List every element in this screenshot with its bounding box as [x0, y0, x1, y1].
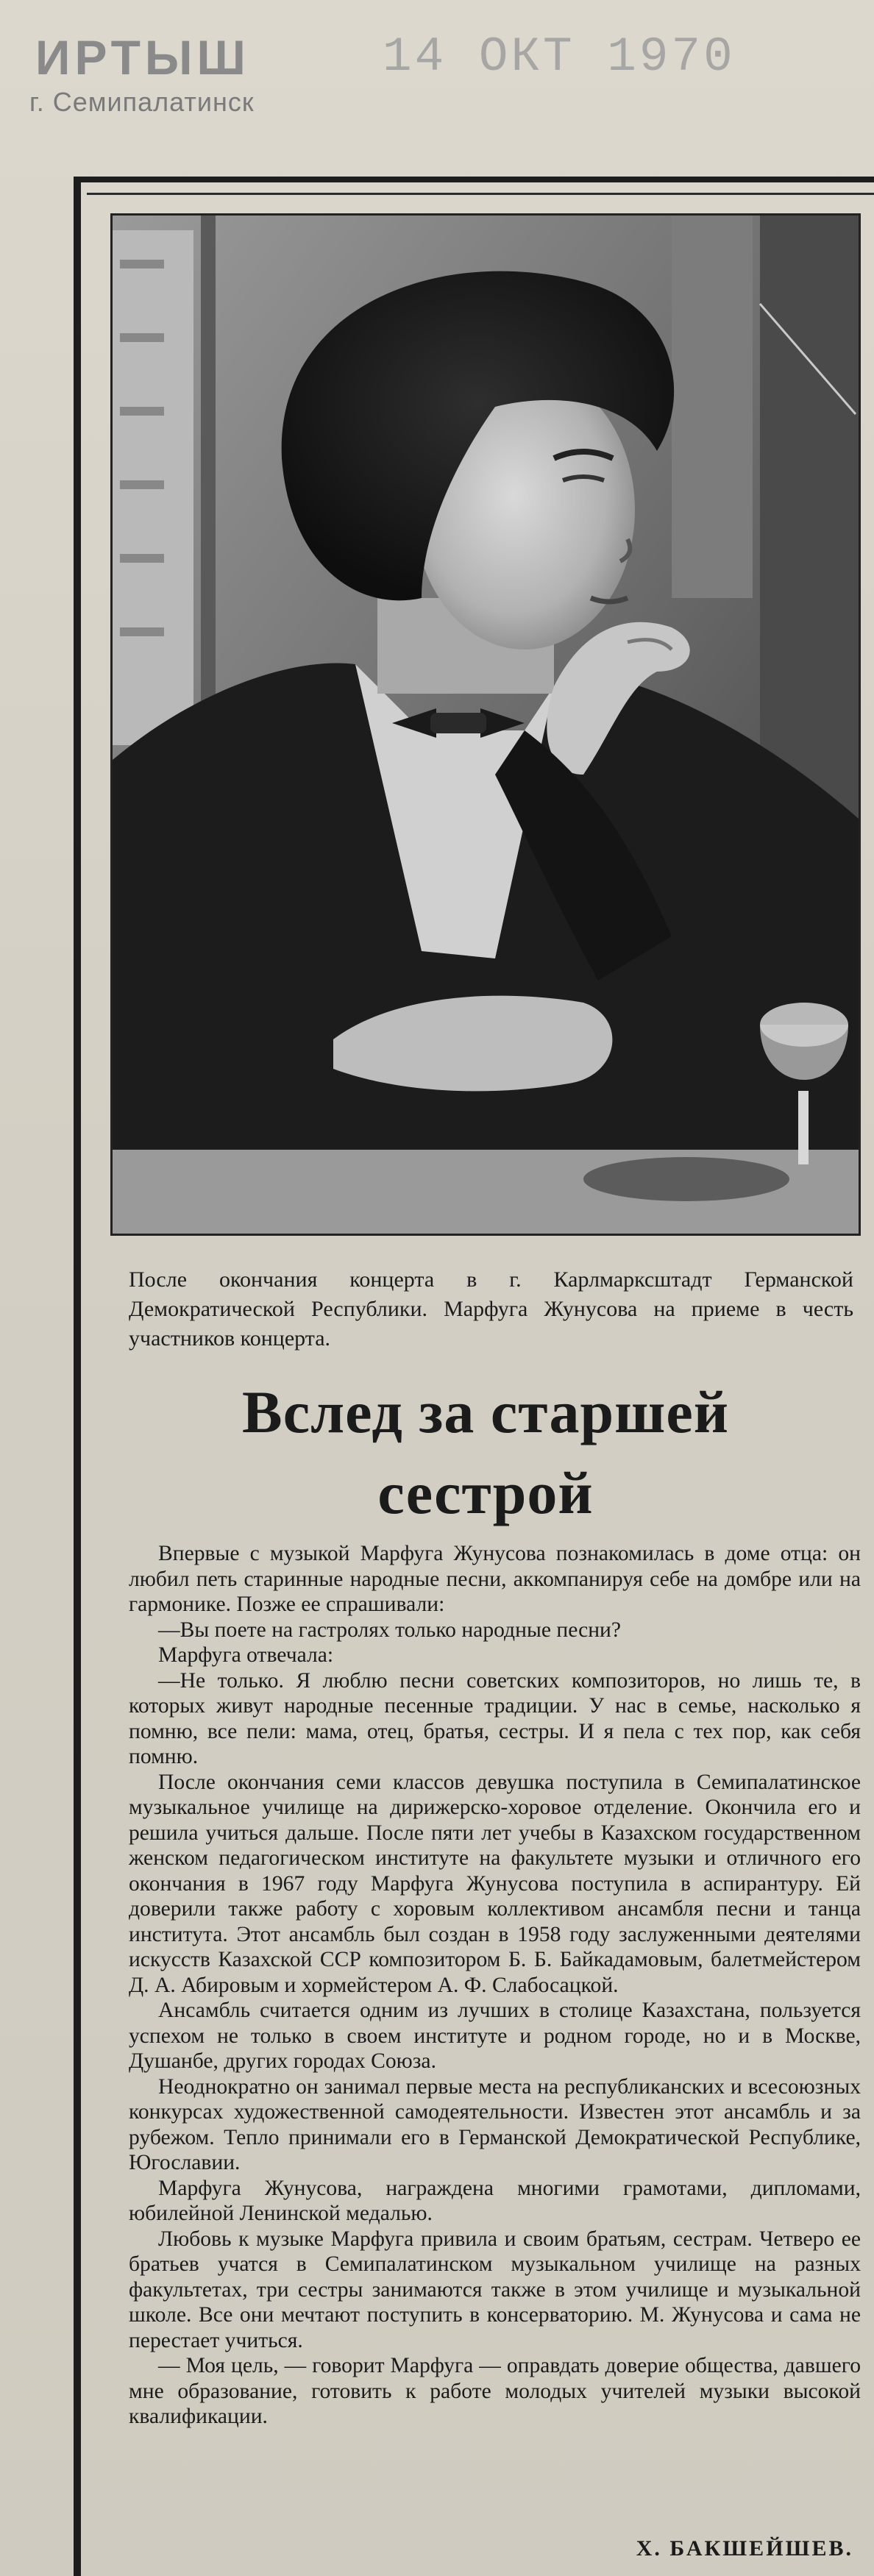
article-paragraph: Неоднократно он занимал первые места на республиканских и всесоюзных конкурсах художественной самодеятельности. Известен этот ансамбль и за рубежом. Тепло принимали его в Германской Демократической Республике, Югославии. — [129, 2074, 861, 2174]
article-paragraph: — Моя цель, — говорит Марфуга — оправдать доверие общества, давшего мне образование, готовить к работе молодых учителей музыки высокой квалификации. — [129, 2354, 861, 2428]
headline-line-1: Вслед за старшей — [242, 1378, 729, 1445]
frame-top-thin-rule — [87, 193, 874, 195]
masthead-title: ИРТЫШ — [35, 30, 250, 85]
photo-caption: После окончания концерта в г. Карлмарксштадт Германской Демократической Республики. Марфуга Жунусова на приеме в честь участников концерта. — [129, 1267, 853, 1351]
masthead-city: г. Семипалатинск — [29, 87, 255, 117]
article-paragraph: Марфуга отвечала: — [158, 1643, 334, 1667]
article-paragraph: После окончания семи классов девушка поступила в Семипалатинское музыкальное училище на дирижерско-хоровое отделение. Окончила его и решила учиться дальше. После пяти лет учебы в Казахском государственном женском педагогическом институте на факультете музыки и отличного его окончания в 1967 году Марфуга Жунусова поступила в аспирантуру. Ей доверили также работу с хоровым коллективом ансамбля песни и танца института. Этот ансамбль был создан в 1958 году заслуженными деятелями искусств Казахской ССР композитором Б. Б. Байкадамовым, балетмейстером Д. А. Абировым и хормейстером А. Ф. Слабосацкой. — [129, 1770, 861, 1997]
author-signature: Х. БАКШЕЙШЕВ. — [636, 2536, 853, 2561]
article-paragraph: —Не только. Я люблю песни советских композиторов, но лишь те, в которых живут народные песенные традиции. У нас в семье, насколько я помню, все пели: мама, отец, братья, сестры. И я пела с тех пор, как себя помню. — [129, 1668, 861, 1768]
portrait-photo — [110, 213, 861, 1236]
article-paragraph: Марфуга Жунусова, награждена многими грамотами, дипломами, юбилейной Ленинской медалью. — [129, 2176, 861, 2225]
article-paragraph: Ансамбль считается одним из лучших в столице Казахстана, пользуется успехом не только в своем институте и родном городе, но и в Москве, Душанбе, других городах Союза. — [129, 1999, 861, 2073]
date-stamp: 14 ОКТ 1970 — [383, 29, 736, 85]
frame-left-rule — [74, 177, 81, 2576]
headline-line-2: сестрой — [377, 1459, 594, 1526]
article-body — [129, 1541, 861, 2430]
article-paragraph: Впервые с музыкой Марфуга Жунусова познакомилась в доме отца: он любил петь старинные народные песни, аккомпанируя себе на домбре или на гармонике. Позже ее спрашивали: — [129, 1542, 861, 1616]
article-paragraph: —Вы поете на гастролях только народные песни? — [158, 1618, 622, 1642]
article-paragraph: Любовь к музыке Марфуга привила и своим братьям, сестрам. Четверо ее братьев учатся в Семипалатинском музыкальном училище на разных факультетах, три сестры занимаются также в этом училище и музыкальной школе. Все они мечтают поступить в консерваторию. М. Жунусова и сама не перестает учиться. — [129, 2227, 861, 2352]
frame-top-rule — [74, 177, 874, 182]
article-headline — [132, 1372, 839, 1534]
portrait-illustration — [113, 216, 859, 1234]
